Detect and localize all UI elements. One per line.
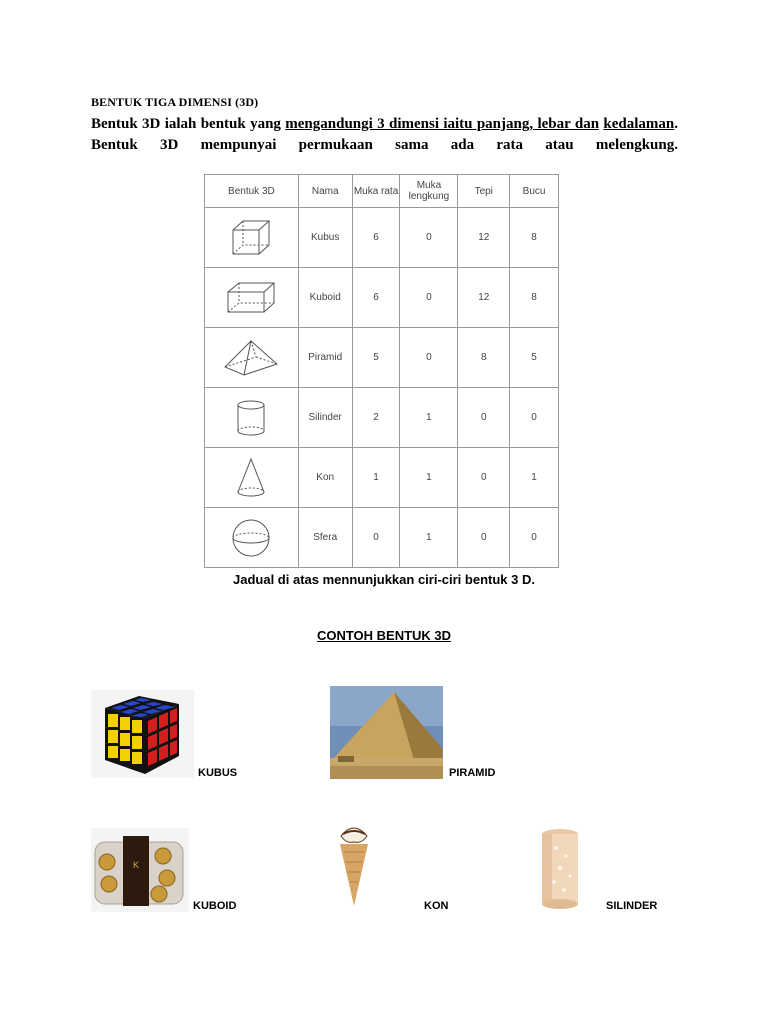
cuboid-icon: [225, 280, 277, 316]
edges: 0: [458, 508, 510, 568]
curved-faces: 1: [400, 448, 458, 508]
flat-faces: 2: [352, 388, 400, 448]
col-header-edges: Tepi: [458, 175, 510, 208]
shape-properties-table: [204, 174, 559, 568]
shape-cell: [205, 448, 299, 508]
cone-icon: [233, 456, 269, 500]
examples-title: [0, 628, 768, 643]
table-row: [205, 328, 559, 388]
flat-faces: 6: [352, 268, 400, 328]
vertices: 1: [510, 448, 559, 508]
intro-text-2: . Bentuk 3D mempunyai permukaan sama ada rata atau melengkung.: [91, 116, 678, 153]
table-caption: Jadual di atas mennunjukkan ciri-ciri bentuk 3 D.: [233, 572, 535, 587]
intro-text-1: Bentuk 3D ialah bentuk yang: [91, 116, 286, 132]
sphere-icon: [230, 517, 272, 559]
intro-paragraph: [91, 114, 678, 156]
edges: 12: [458, 268, 510, 328]
flat-faces: 6: [352, 208, 400, 268]
rubiks-cube-image: [91, 690, 194, 778]
pyramid-image: [330, 686, 443, 779]
page-heading: BENTUK TIGA DIMENSI (3D): [91, 95, 259, 109]
shape-name: Kubus: [298, 208, 352, 268]
shape-name: Kon: [298, 448, 352, 508]
chocolate-box-image: [91, 828, 189, 912]
col-header-flat-faces: Muka rata: [352, 175, 400, 208]
edges: 0: [458, 448, 510, 508]
curved-faces: 1: [400, 388, 458, 448]
ice-cream-cone-image: [332, 818, 376, 910]
vertices: 5: [510, 328, 559, 388]
shape-name: Kuboid: [298, 268, 352, 328]
col-header-curved-faces: Muka lengkung: [400, 175, 458, 208]
table-row: [205, 388, 559, 448]
label-kon: KON: [424, 900, 449, 912]
intro-underlined-1: mengandungi 3 dimensi iaitu panjang, lebar dan: [285, 116, 600, 132]
shape-cell: [205, 388, 299, 448]
shape-name: Piramid: [298, 328, 352, 388]
curved-faces: 0: [400, 208, 458, 268]
curved-faces: 0: [400, 328, 458, 388]
svg-text:K: K: [132, 860, 140, 870]
curved-faces: 0: [400, 268, 458, 328]
examples-title-text: CONTOH BENTUK 3D: [316, 628, 452, 643]
table-row: [205, 268, 559, 328]
vertices: 0: [510, 508, 559, 568]
edges: 0: [458, 388, 510, 448]
shape-cell: [205, 508, 299, 568]
col-header-name: Nama: [298, 175, 352, 208]
col-header-shape: Bentuk 3D: [205, 175, 299, 208]
pyramid-icon: [222, 338, 280, 378]
table-row: [205, 508, 559, 568]
shape-name: Sfera: [298, 508, 352, 568]
shape-name: Silinder: [298, 388, 352, 448]
edges: 8: [458, 328, 510, 388]
label-kuboid: KUBOID: [193, 900, 237, 912]
vertices: 8: [510, 208, 559, 268]
col-header-vertices: Bucu: [510, 175, 559, 208]
vertices: 0: [510, 388, 559, 448]
shape-cell: [205, 328, 299, 388]
intro-underlined-2: kedalaman: [603, 116, 675, 132]
shape-cell: [205, 208, 299, 268]
label-kubus: KUBUS: [198, 767, 238, 779]
cube-icon: [229, 218, 273, 258]
table-row: [205, 448, 559, 508]
cylinder-lamp-image: [536, 826, 584, 912]
cylinder-icon: [233, 398, 269, 438]
table-row: [205, 208, 559, 268]
flat-faces: 5: [352, 328, 400, 388]
edges: 12: [458, 208, 510, 268]
table-header-row: [205, 175, 559, 208]
label-piramid: PIRAMID: [449, 767, 496, 779]
flat-faces: 1: [352, 448, 400, 508]
shape-cell: [205, 268, 299, 328]
label-silinder: SILINDER: [606, 900, 658, 912]
flat-faces: 0: [352, 508, 400, 568]
curved-faces: 1: [400, 508, 458, 568]
vertices: 8: [510, 268, 559, 328]
